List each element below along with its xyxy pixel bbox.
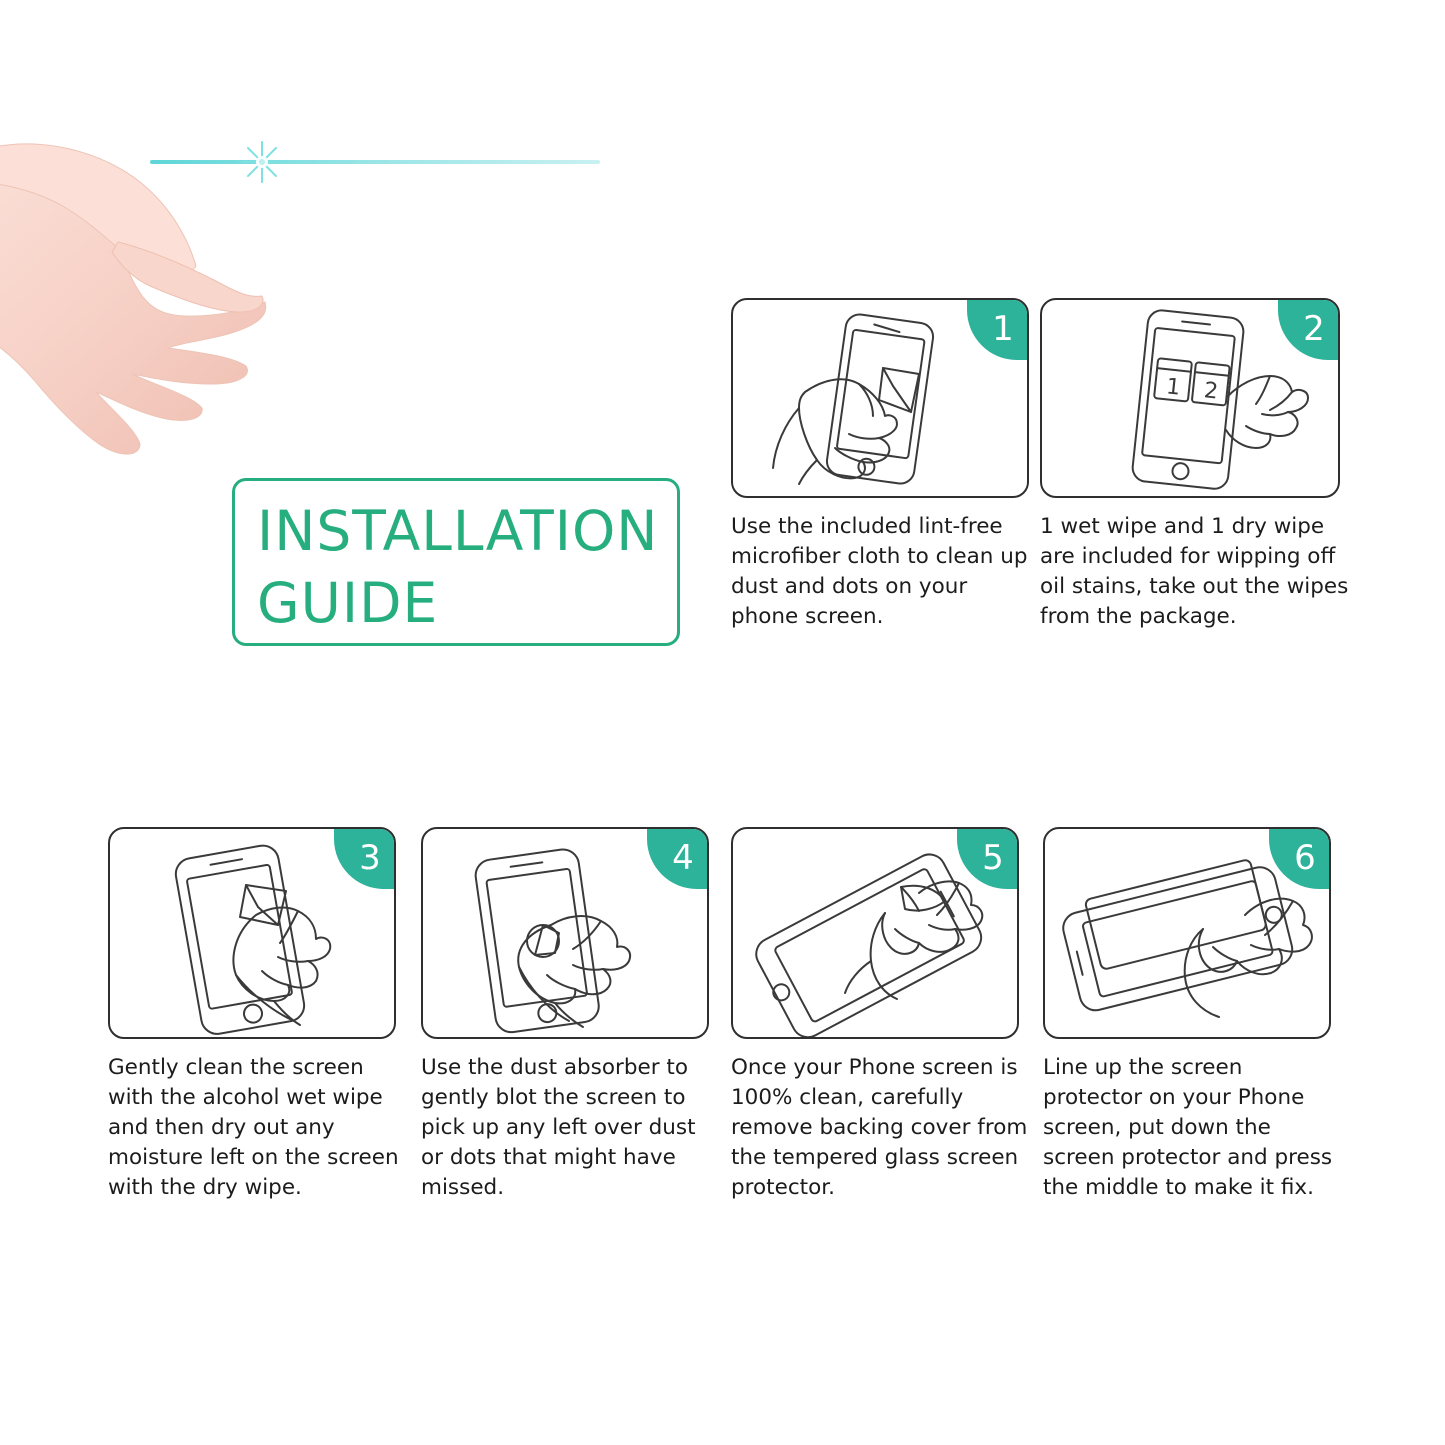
- step-4-number-badge: 4: [647, 827, 709, 889]
- svg-text:2: 2: [1202, 378, 1220, 405]
- page-title-line-1: INSTALLATION: [257, 499, 659, 563]
- step-1-number-badge: 1: [967, 298, 1029, 360]
- step-4-illustration-card: [421, 827, 709, 1039]
- step-2: [1040, 298, 1350, 632]
- page-title-line-2: GUIDE: [257, 571, 439, 635]
- step-6-caption: Line up the screen protector on your Phone screen, put down the screen protector and press the middle to make it fix.: [1043, 1055, 1333, 1200]
- step-2-number-badge: 2: [1278, 298, 1340, 360]
- tempered-glass-sheet: [150, 160, 600, 164]
- step-1-caption: Use the included lint-free microfiber cloth to clean up dust and dots on your phone screen.: [731, 514, 1028, 629]
- step-5-illustration-card: [731, 827, 1019, 1039]
- step-5: [731, 827, 1036, 1203]
- step-1: [731, 298, 1036, 632]
- step-5-caption: Once your Phone screen is 100% clean, carefully remove backing cover from the tempered glass screen protector.: [731, 1055, 1028, 1200]
- step-6-number-badge: 6: [1269, 827, 1331, 889]
- step-4-caption: Use the dust absorber to gently blot the screen to pick up any left over dust or dots that might have missed.: [421, 1055, 696, 1200]
- step-3-caption: Gently clean the screen with the alcohol wet wipe and then dry out any moisture left on the screen with the dry wipe.: [108, 1055, 399, 1200]
- step-5-number-badge: 5: [957, 827, 1019, 889]
- step-1-illustration-card: [731, 298, 1029, 498]
- step-6: [1043, 827, 1348, 1203]
- step-6-illustration-card: [1043, 827, 1331, 1039]
- step-3: [108, 827, 408, 1203]
- step-2-caption: 1 wet wipe and 1 dry wipe are included for wipping off oil stains, take out the wipes from the package.: [1040, 514, 1349, 629]
- sparkle-glint-icon: [238, 138, 286, 186]
- step-3-illustration-card: [108, 827, 396, 1039]
- step-3-number-badge: 3: [334, 827, 396, 889]
- step-2-illustration-card: [1040, 298, 1340, 498]
- step-4: [421, 827, 721, 1203]
- svg-text:1: 1: [1164, 374, 1182, 401]
- page-title: [232, 478, 680, 646]
